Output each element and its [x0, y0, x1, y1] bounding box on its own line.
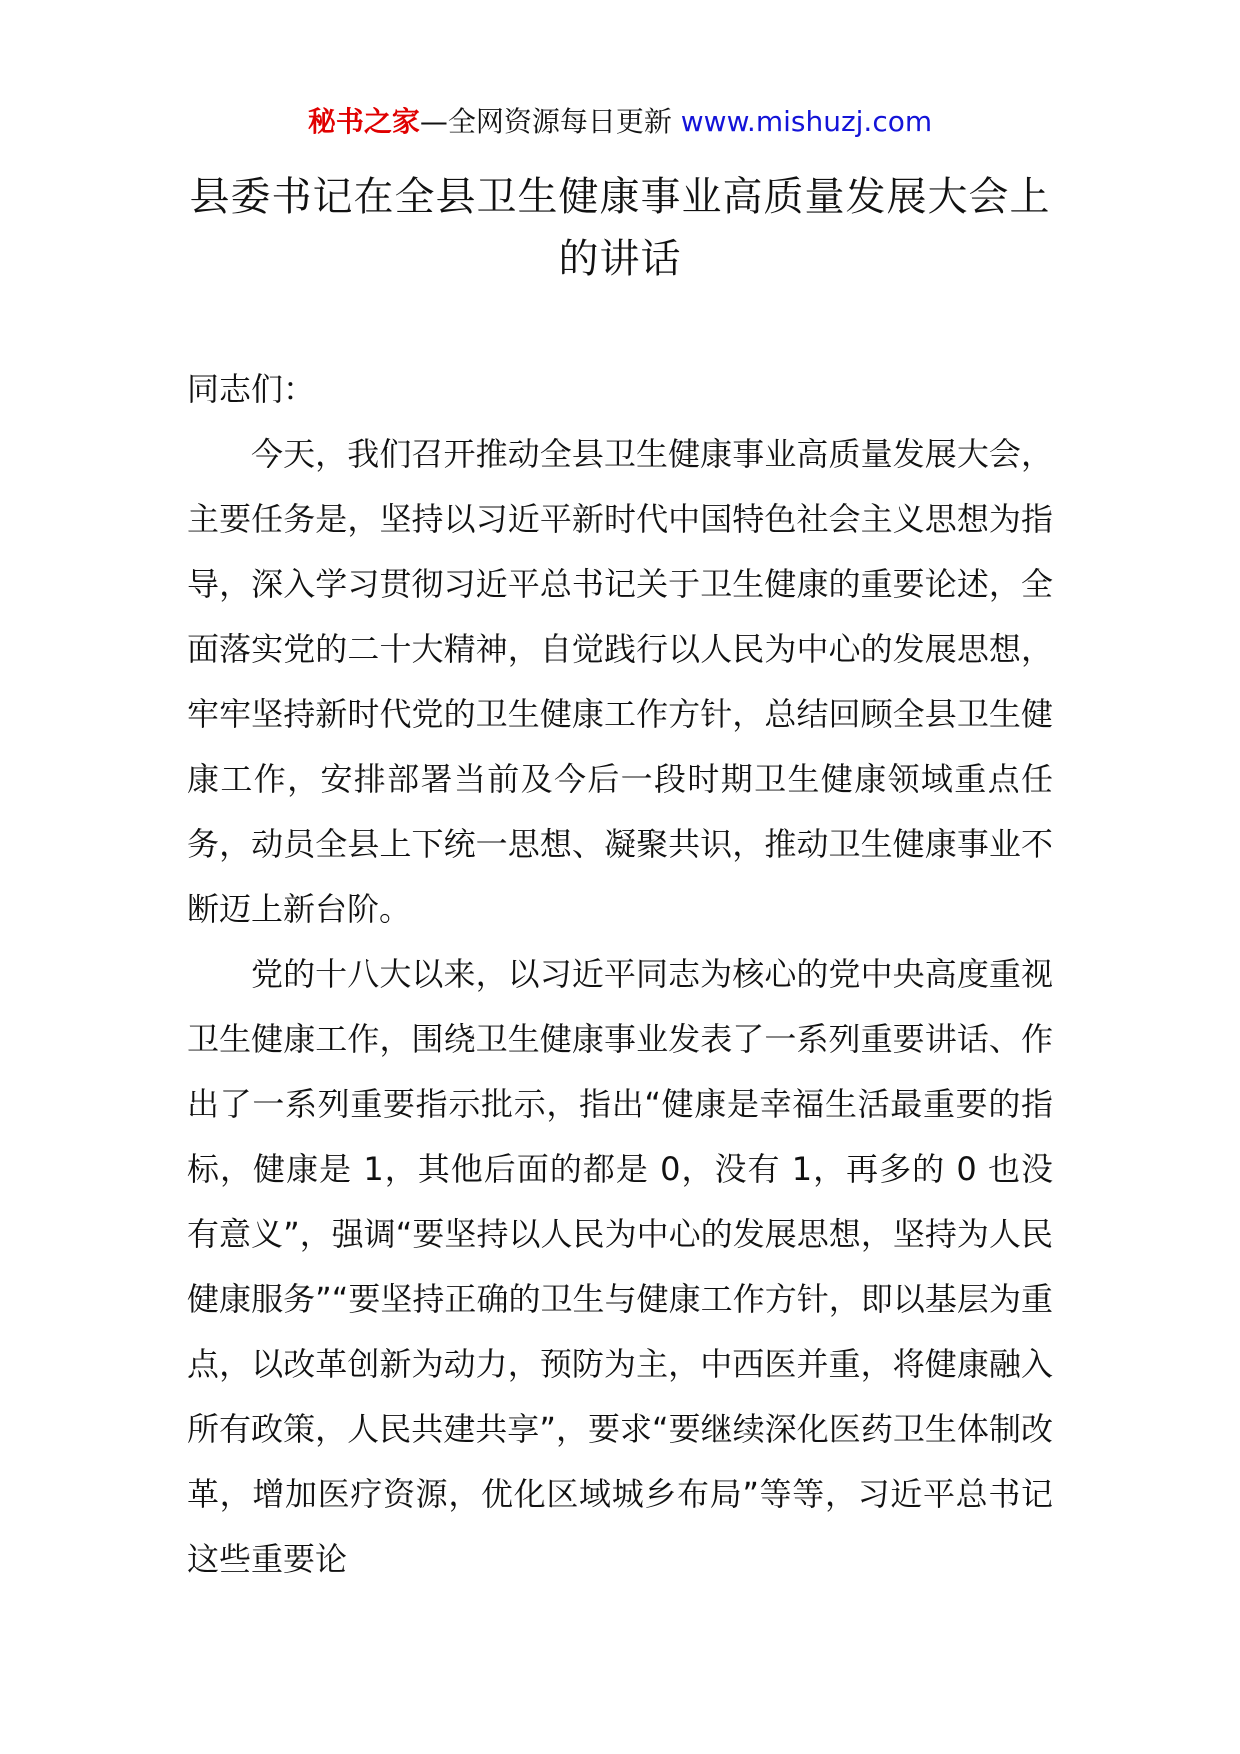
salutation: 同志们：: [187, 370, 316, 408]
document-body: [187, 357, 1053, 1592]
header-banner: [0, 104, 1240, 140]
site-url-link[interactable]: www.mishuzj.com: [680, 105, 933, 138]
brand-name: 秘书之家: [307, 105, 420, 138]
paragraph: 今天，我们召开推动全县卫生健康事业高质量发展大会，主要任务是，坚持以习近平新时代中国特色社会主义思想为指导，深入学习贯彻习近平总书记关于卫生健康的重要论述，全面落实党的二十大精神，自觉践行以人民为中心的发展思想，牢牢坚持新时代党的卫生健康工作方针，总结回顾全县卫生健康工作，安排部署当前及今后一段时期卫生健康领域重点任务，动员全县上下统一思想、凝聚共识，推动卫生健康事业不断迈上新台阶。: [187, 435, 1053, 928]
paragraph: 党的十八大以来，以习近平同志为核心的党中央高度重视卫生健康工作，围绕卫生健康事业发表了一系列重要讲话、作出了一系列重要指示批示，指出“健康是幸福生活最重要的指标，健康是 1，其他后面的都是 0，没有 1，再多的 0 也没有意义”，强调“要坚持以人民为中心的发展思想，坚持为人民健康服务”“要坚持正确的卫生与健康工作方针，即以基层为重点，以改革创新为动力，预防为主，中西医并重，将健康融入所有政策，人民共建共享”，要求“要继续深化医药卫生体制改革，增加医疗资源，优化区域城乡布局”等等，习近平总书记这些重要论: [187, 955, 1053, 1578]
header-tagline: —全网资源每日更新: [419, 105, 681, 138]
document-title: 县委书记在全县卫生健康事业高质量发展大会上的讲话: [189, 174, 1051, 282]
